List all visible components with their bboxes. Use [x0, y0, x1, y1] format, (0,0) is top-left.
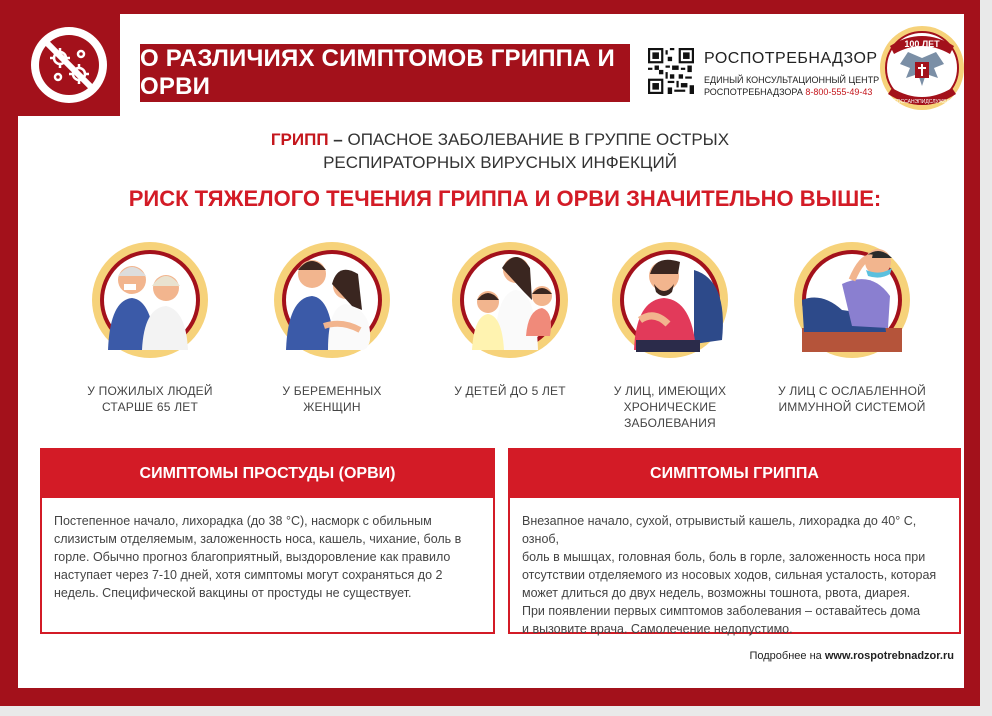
flu-definition-line2: РЕСПИРАТОРНЫХ ВИРУСНЫХ ИНФЕКЦИЙ — [323, 153, 677, 172]
risk-group-immune-line1: У ЛИЦ С ОСЛАБЛЕННОЙ — [778, 384, 926, 398]
footer-link[interactable]: www.rospotrebnadzor.ru — [824, 650, 954, 662]
no-virus-badge — [18, 14, 120, 116]
page-title-text: О РАЗЛИЧИЯХ СИМПТОМОВ ГРИППА И ОРВИ — [140, 45, 615, 100]
risk-group-immune-line2: ИММУННОЙ СИСТЕМОЙ — [778, 400, 926, 414]
flu-symptoms-line: боль в мышцах, головная боль, боль в горле, заложенность носа при — [522, 550, 926, 564]
qr-code-icon[interactable] — [648, 48, 694, 94]
page-title — [140, 44, 630, 102]
risk-group-chronic — [582, 240, 758, 431]
flu-symptoms-text — [510, 498, 959, 638]
footer-more-info — [749, 650, 954, 662]
flu-term: ГРИПП — [270, 130, 329, 149]
chronic-illness-icon — [610, 240, 730, 360]
risk-heading: РИСК ТЯЖЕЛОГО ТЕЧЕНИЯ ГРИППА И ОРВИ ЗНАЧИТЕЛЬНО ВЫШЕ: — [128, 186, 882, 211]
weak-immunity-icon — [792, 240, 912, 360]
emblem-years-text: 100 ЛЕТ — [904, 39, 940, 49]
risk-group-chronic-line2: ХРОНИЧЕСКИЕ ЗАБОЛЕВАНИЯ — [623, 400, 717, 430]
emblem-logo-icon — [878, 24, 966, 116]
risk-group-immune — [764, 240, 940, 415]
elderly-couple-icon — [90, 240, 210, 360]
emblem-ribbon-text: ГОССАНЭПИДСЛУЖБА — [894, 99, 950, 105]
pregnant-woman-icon — [272, 240, 392, 360]
flu-symptoms-line: Внезапное начало, сухой, отрывистый кашель, лихорадка до 40° С, озноб, — [522, 514, 917, 546]
footer-prefix: Подробнее на — [749, 650, 825, 662]
flu-definition — [140, 128, 860, 174]
risk-group-elderly — [62, 240, 238, 415]
risk-group-elderly-line2: СТАРШЕ 65 ЛЕТ — [101, 400, 199, 414]
cold-symptoms-card — [40, 448, 495, 634]
risk-group-elderly-line1: У ПОЖИЛЫХ ЛЮДЕЙ — [87, 384, 213, 398]
no-virus-icon — [26, 22, 112, 108]
flu-symptoms-card — [508, 448, 961, 634]
flu-symptoms-line: и вызовите врача. Самолечение недопустимо. — [522, 622, 793, 636]
mother-children-icon — [450, 240, 570, 360]
cold-symptoms-line: слизистым отделяемым, заложенность носа, кашель, чихание, боль в — [54, 532, 462, 546]
cold-symptoms-line: горле. Обычно прогноз благоприятный, выздоровление как правило — [54, 550, 451, 564]
risk-group-children — [422, 240, 598, 399]
risk-group-pregnant-line2: ЖЕНЩИН — [303, 400, 361, 414]
flu-definition-line1: ОПАСНОЕ ЗАБОЛЕВАНИЕ В ГРУППЕ ОСТРЫХ — [347, 130, 730, 149]
org-sub-line2: РОСПОТРЕБНАДЗОРА — [704, 87, 803, 97]
org-phone[interactable]: 8-800-555-49-43 — [805, 87, 873, 97]
risk-group-children-line1: У ДЕТЕЙ ДО 5 ЛЕТ — [454, 384, 566, 398]
risk-group-pregnant — [244, 240, 420, 415]
org-consult-center — [704, 74, 879, 98]
risk-group-pregnant-line1: У БЕРЕМЕННЫХ — [282, 384, 382, 398]
flu-symptoms-title: СИМПТОМЫ ГРИППА — [510, 450, 959, 498]
cold-symptoms-line: недель. Специфической вакцины от простуды не существует. — [54, 586, 412, 600]
risk-group-chronic-line1: У ЛИЦ, ИМЕЮЩИХ — [613, 384, 727, 398]
org-name: РОСПОТРЕБНАДЗОР — [704, 50, 878, 67]
cold-symptoms-line: наступает через 7-10 дней, хотя симптомы могут сохраняться до 2 — [54, 568, 443, 582]
cold-symptoms-title: СИМПТОМЫ ПРОСТУДЫ (ОРВИ) — [42, 450, 493, 498]
flu-symptoms-line: При появлении первых симптомов заболевания – оставайтесь дома — [522, 604, 921, 618]
flu-dash: – — [328, 130, 348, 149]
org-sub-line1: ЕДИНЫЙ КОНСУЛЬТАЦИОННЫЙ ЦЕНТР — [704, 75, 880, 85]
cold-symptoms-line: Постепенное начало, лихорадка (до 38 °C), насморк с обильным — [54, 514, 432, 528]
cold-symptoms-text — [42, 498, 493, 602]
flu-symptoms-line: отсутствии отделяемого из носовых ходов, сильная усталость, которая — [522, 568, 937, 582]
flu-symptoms-line: может длиться до двух недель, возможны тошнота, рвота, диарея. — [522, 586, 911, 600]
